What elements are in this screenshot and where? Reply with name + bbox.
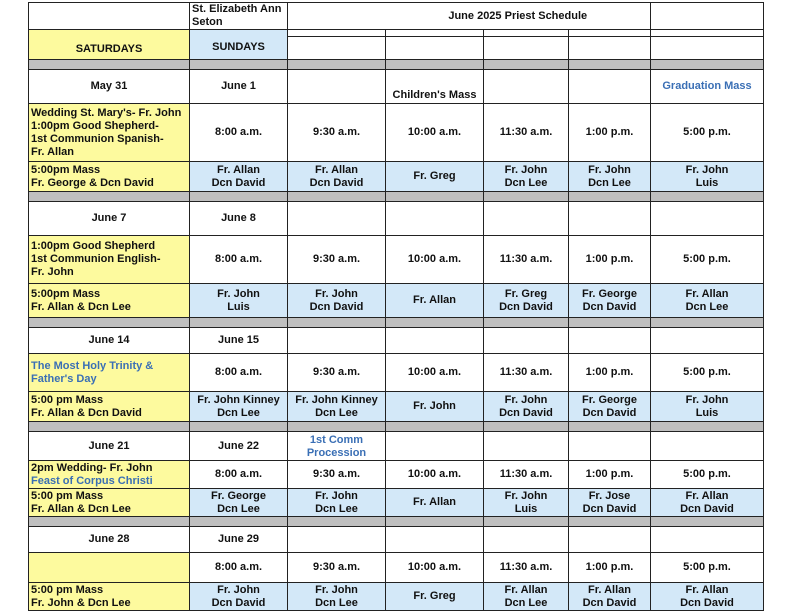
priest-assignment: [651, 583, 764, 611]
schedule-body: [29, 3, 764, 611]
week-date-row: [29, 70, 764, 104]
text-line: Fr. John Kinney: [197, 393, 280, 406]
saturday-date: June 21: [29, 432, 190, 461]
schedule-title: June 2025 Priest Schedule: [386, 3, 651, 30]
note-cell: [569, 70, 651, 104]
note-cell: [569, 202, 651, 236]
text-line: Dcn Lee: [315, 406, 358, 419]
priest-assignment: [484, 392, 569, 422]
text-line: Fr. Allan: [217, 163, 260, 176]
mass-time: 8:00 a.m.: [190, 354, 288, 392]
text-line: Dcn Lee: [315, 502, 358, 515]
saturday-mass: [29, 583, 190, 611]
note-cell: [651, 328, 764, 354]
text-line: Dcn David: [211, 176, 266, 189]
saturday-events: [29, 553, 190, 583]
mass-time: 11:30 a.m.: [484, 461, 569, 489]
note-cell: [386, 527, 484, 553]
week-date-row: [29, 527, 764, 553]
text-line: Fr. Allan: [31, 145, 74, 158]
sundays-header: SUNDAYS: [190, 37, 288, 60]
sunday-date: June 8: [190, 202, 288, 236]
text-line: Dcn David: [582, 502, 637, 515]
note-cell: [288, 202, 386, 236]
priest-assignment: [288, 489, 386, 517]
note-cell: [288, 70, 386, 104]
week-date-row: [29, 328, 764, 354]
text-line: Fr. George: [210, 489, 267, 502]
separator-cell: [190, 192, 288, 202]
note-cell: [484, 527, 569, 553]
text-line: 1st Communion English-: [31, 253, 161, 265]
mass-time: 9:30 a.m.: [288, 236, 386, 284]
separator-cell: [386, 318, 484, 328]
text-line: Dcn David: [499, 300, 553, 313]
text-line: Luis: [695, 406, 719, 419]
separator-cell: [651, 422, 764, 432]
priest-assignment: [190, 583, 288, 611]
note-cell: [651, 202, 764, 236]
note-cell: [569, 328, 651, 354]
priest-assignment: [386, 583, 484, 611]
separator-cell: [569, 60, 651, 70]
text-line: Fr. George: [581, 287, 638, 300]
text-line: Fr. Allan: [504, 583, 548, 596]
text-line: Fr. Greg: [413, 170, 456, 182]
mass-time: 1:00 p.m.: [569, 104, 651, 162]
priest-assignment: [484, 583, 569, 611]
note-cell: [288, 527, 386, 553]
priest-assignment: [569, 489, 651, 517]
text-line: Luis: [227, 300, 250, 313]
note-cell: [484, 202, 569, 236]
note-cell: [288, 328, 386, 354]
priest-schedule-table: [28, 2, 764, 611]
text-line: Fr. John: [31, 266, 74, 278]
separator-cell: [386, 517, 484, 527]
priest-assignment: [569, 392, 651, 422]
text-line: Graduation Mass: [662, 80, 752, 92]
text-line: Fr. Greg: [413, 590, 456, 602]
text-line: Dcn David: [309, 300, 364, 313]
title-row: [29, 3, 764, 30]
sunday-date: June 29: [190, 527, 288, 553]
priest-assignment: [288, 583, 386, 611]
priest-assignment: [484, 162, 569, 192]
text-line: 1st Communion Spanish-: [31, 132, 164, 145]
priest-assignment: [569, 162, 651, 192]
note-cell: [386, 432, 484, 461]
text-line: Feast of Corpus Christi: [31, 474, 153, 487]
separator-cell: [484, 318, 569, 328]
text-line: Fr. John: [588, 163, 631, 176]
text-line: Fr. John: [315, 287, 358, 300]
text-line: Luis: [514, 502, 538, 515]
mass-time: 9:30 a.m.: [288, 104, 386, 162]
separator-cell: [484, 422, 569, 432]
text-line: Fr. John: [504, 163, 548, 176]
text-line: Dcn Lee: [504, 596, 548, 609]
mass-time: 5:00 p.m.: [651, 104, 764, 162]
mass-time: 1:00 p.m.: [569, 354, 651, 392]
mass-time: 9:30 a.m.: [288, 553, 386, 583]
text-line: Fr. Allan & Dcn David: [31, 406, 142, 419]
week-separator: [29, 192, 764, 202]
text-line: Father's Day: [31, 372, 97, 385]
text-line: Fr. John: [217, 583, 260, 596]
mass-time: 10:00 a.m.: [386, 104, 484, 162]
week-separator: [29, 318, 764, 328]
mass-time: 10:00 a.m.: [386, 354, 484, 392]
week-times-row: [29, 104, 764, 162]
saturday-mass: [29, 162, 190, 192]
sunday-date: June 22: [190, 432, 288, 461]
mass-time: 5:00 p.m.: [651, 553, 764, 583]
priest-assignment: [288, 392, 386, 422]
separator-cell: [484, 517, 569, 527]
text-line: Fr. John: [504, 393, 548, 406]
mass-time: 11:30 a.m.: [484, 236, 569, 284]
text-line: Fr. Allan: [413, 496, 456, 508]
text-line: Wedding St. Mary's- Fr. John: [31, 106, 182, 119]
text-line: Fr. Allan: [685, 489, 729, 502]
mass-time: 9:30 a.m.: [288, 461, 386, 489]
text-line: Fr. John: [217, 287, 260, 300]
separator-cell: [386, 60, 484, 70]
separator-cell: [484, 192, 569, 202]
week-date-row: [29, 202, 764, 236]
day-header-row: [29, 30, 764, 37]
note-cell: [484, 328, 569, 354]
priest-assignment: [569, 284, 651, 318]
text-line: Fr. John Kinney: [295, 393, 378, 406]
text-line: Dcn David: [582, 406, 637, 419]
text-line: Fr. John: [685, 163, 729, 176]
text-line: Dcn David: [211, 596, 266, 609]
separator-cell: [288, 422, 386, 432]
saturday-mass: [29, 489, 190, 517]
note-cell: [484, 432, 569, 461]
text-line: Children's Mass: [392, 89, 477, 101]
week-priests-row: [29, 162, 764, 192]
separator-cell: [651, 318, 764, 328]
text-line: Fr. John: [413, 400, 456, 412]
mass-time: 5:00 p.m.: [651, 354, 764, 392]
separator-cell: [569, 422, 651, 432]
separator-cell: [29, 422, 190, 432]
saturday-date: June 28: [29, 527, 190, 553]
saturday-mass: [29, 284, 190, 318]
saturday-events: [29, 461, 190, 489]
mass-time: 10:00 a.m.: [386, 236, 484, 284]
note-cell: [386, 70, 484, 104]
saturday-events: [29, 104, 190, 162]
text-line: Dcn Lee: [217, 406, 260, 419]
priest-assignment: [386, 489, 484, 517]
week-priests-row: [29, 284, 764, 318]
text-line: 5:00pm Mass: [31, 163, 101, 176]
mass-time: 10:00 a.m.: [386, 553, 484, 583]
mass-time: 5:00 p.m.: [651, 236, 764, 284]
text-line: 1:00pm Good Shepherd: [31, 240, 156, 252]
separator-cell: [190, 318, 288, 328]
text-line: Fr. John: [504, 489, 548, 502]
priest-assignment: [288, 162, 386, 192]
priest-assignment: [484, 284, 569, 318]
mass-time: 1:00 p.m.: [569, 461, 651, 489]
text-line: Dcn David: [309, 176, 364, 189]
text-line: Fr. Allan: [685, 583, 729, 596]
saturday-date: June 14: [29, 328, 190, 354]
saturday-date: June 7: [29, 202, 190, 236]
separator-cell: [190, 422, 288, 432]
text-line: 1:00pm Good Shepherd-: [31, 119, 159, 132]
text-line: Dcn Lee: [315, 596, 358, 609]
text-line: Fr. Allan & Dcn Lee: [31, 300, 131, 313]
priest-assignment: [569, 583, 651, 611]
note-cell: [386, 202, 484, 236]
text-line: Fr. John & Dcn Lee: [31, 596, 131, 609]
mass-time: 11:30 a.m.: [484, 104, 569, 162]
text-line: Fr. Greg: [504, 287, 548, 300]
mass-time: 9:30 a.m.: [288, 354, 386, 392]
separator-cell: [569, 517, 651, 527]
mass-time: 8:00 a.m.: [190, 104, 288, 162]
note-cell: [651, 527, 764, 553]
priest-assignment: [386, 162, 484, 192]
priest-assignment: [651, 392, 764, 422]
text-line: Dcn Lee: [588, 176, 631, 189]
text-line: Fr. Jose: [588, 489, 631, 502]
separator-cell: [288, 318, 386, 328]
parish-name: St. Elizabeth Ann Seton: [190, 3, 288, 30]
note-cell: [569, 527, 651, 553]
saturdays-header: SATURDAYS: [29, 30, 190, 60]
text-line: Dcn David: [680, 596, 734, 609]
note-cell: [386, 328, 484, 354]
separator-cell: [484, 60, 569, 70]
mass-time: 8:00 a.m.: [190, 553, 288, 583]
priest-assignment: [190, 392, 288, 422]
saturday-events: [29, 236, 190, 284]
text-line: Fr. John: [315, 489, 358, 502]
note-cell: [484, 70, 569, 104]
text-line: Fr. John: [685, 393, 729, 406]
text-line: Fr. Allan: [685, 287, 729, 300]
text-line: Luis: [695, 176, 719, 189]
text-line: 1st Comm: [309, 434, 364, 446]
mass-time: 10:00 a.m.: [386, 461, 484, 489]
note-cell: [651, 432, 764, 461]
text-line: Fr. Allan & Dcn Lee: [31, 502, 131, 515]
separator-cell: [651, 517, 764, 527]
week-times-row: [29, 236, 764, 284]
priest-assignment: [651, 162, 764, 192]
week-separator: [29, 422, 764, 432]
text-line: 2pm Wedding- Fr. John: [31, 461, 153, 474]
priest-assignment: [190, 162, 288, 192]
separator-cell: [190, 517, 288, 527]
priest-assignment: [651, 489, 764, 517]
separator-cell: [651, 60, 764, 70]
week-priests-row: [29, 583, 764, 611]
mass-time: 5:00 p.m.: [651, 461, 764, 489]
week-date-row: [29, 432, 764, 461]
text-line: Procession: [306, 447, 367, 459]
text-line: 5:00 pm Mass: [31, 393, 104, 406]
text-line: 5:00 pm Mass: [31, 489, 104, 502]
priest-assignment: [651, 284, 764, 318]
text-line: Dcn Lee: [685, 300, 729, 313]
separator-cell: [569, 192, 651, 202]
week-times-row: [29, 354, 764, 392]
mass-time: 8:00 a.m.: [190, 236, 288, 284]
separator-cell: [386, 192, 484, 202]
priest-assignment: [190, 489, 288, 517]
mass-time: 1:00 p.m.: [569, 553, 651, 583]
text-line: Dcn David: [499, 406, 553, 419]
separator-cell: [288, 517, 386, 527]
text-line: Fr. Allan: [413, 294, 456, 306]
week-priests-row: [29, 392, 764, 422]
mass-time: 11:30 a.m.: [484, 553, 569, 583]
note-cell: [569, 432, 651, 461]
text-line: Fr. George & Dcn David: [31, 176, 154, 189]
text-line: Fr. Allan: [315, 163, 358, 176]
saturday-events: [29, 354, 190, 392]
sunday-date: June 1: [190, 70, 288, 104]
saturday-date: May 31: [29, 70, 190, 104]
text-line: 5:00pm Mass: [31, 287, 101, 300]
priest-assignment: [190, 284, 288, 318]
note-cell: [651, 70, 764, 104]
separator-cell: [29, 318, 190, 328]
priest-assignment: [484, 489, 569, 517]
separator-cell: [288, 192, 386, 202]
note-cell: [288, 432, 386, 461]
separator-cell: [288, 60, 386, 70]
priest-assignment: [386, 392, 484, 422]
text-line: Dcn Lee: [217, 502, 260, 515]
separator-cell: [29, 517, 190, 527]
text-line: Dcn Lee: [504, 176, 548, 189]
text-line: Fr. John: [315, 583, 358, 596]
separator-cell: [569, 318, 651, 328]
mass-time: 11:30 a.m.: [484, 354, 569, 392]
separator-cell: [29, 60, 190, 70]
separator-cell: [29, 192, 190, 202]
week-times-row: [29, 553, 764, 583]
week-separator: [29, 517, 764, 527]
week-separator: [29, 60, 764, 70]
week-priests-row: [29, 489, 764, 517]
text-line: Fr. George: [581, 393, 638, 406]
priest-assignment: [288, 284, 386, 318]
text-line: Fr. Allan: [588, 583, 631, 596]
text-line: 5:00 pm Mass: [31, 583, 104, 596]
separator-cell: [386, 422, 484, 432]
text-line: The Most Holy Trinity &: [31, 359, 154, 372]
text-line: Dcn David: [582, 596, 637, 609]
week-times-row: [29, 461, 764, 489]
mass-time: 1:00 p.m.: [569, 236, 651, 284]
text-line: Dcn David: [582, 300, 637, 313]
separator-cell: [651, 192, 764, 202]
text-line: Dcn David: [680, 502, 734, 515]
saturday-mass: [29, 392, 190, 422]
mass-time: 8:00 a.m.: [190, 461, 288, 489]
sunday-date: June 15: [190, 328, 288, 354]
priest-assignment: [386, 284, 484, 318]
separator-cell: [190, 60, 288, 70]
